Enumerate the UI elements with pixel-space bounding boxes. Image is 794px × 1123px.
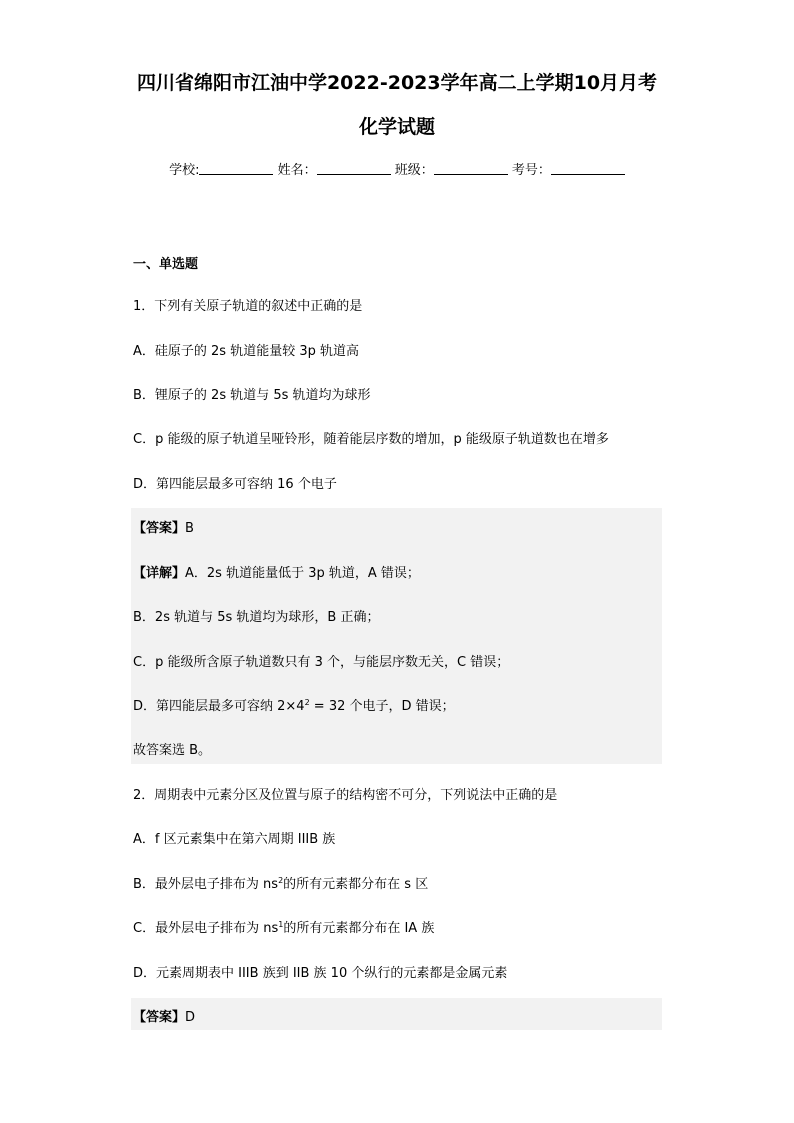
q2-option-b <box>133 873 428 892</box>
q1-option-b: B．锂原子的 2s 轨道与 5s 轨道均为球形 <box>133 388 371 403</box>
q1-option-d: D．第四能层最多可容纳 16 个电子 <box>133 477 337 492</box>
name-blank[interactable] <box>317 162 391 175</box>
exam-no-label: 考号： <box>511 163 551 178</box>
q2-b-sup: 2 <box>278 876 284 885</box>
answer-tag: 【答案】 <box>133 521 186 536</box>
q1-stem: 1．下列有关原子轨道的叙述中正确的是 <box>133 299 363 314</box>
exam-title-line1: 四川省绵阳市江油中学2022-2023学年高二上学期10月月考 <box>136 72 658 94</box>
q1-detail-a <box>133 562 420 581</box>
q2-answer <box>133 1006 195 1025</box>
section-heading: 一、单选题 <box>133 257 199 272</box>
answer-value: D <box>185 1010 196 1025</box>
q1-detail-c: C．p 能级所含原子轨道数只有 3 个，与能层序数无关，C 错误； <box>133 655 510 670</box>
q2-b-pre: B．最外层电子排布为 ns <box>133 877 279 892</box>
q2-b-post: 的所有元素都分布在 s 区 <box>283 877 429 892</box>
q1-answer <box>133 517 194 536</box>
q2-option-a: A．f 区元素集中在第六周期 IIIB 族 <box>133 832 336 847</box>
q2-c-pre: C．最外层电子排布为 ns <box>133 921 279 936</box>
q1-detail-d <box>133 695 455 714</box>
exam-no-blank[interactable] <box>551 162 625 175</box>
q2-stem: 2．周期表中元素分区及位置与原子的结构密不可分，下列说法中正确的是 <box>133 788 558 803</box>
answer-tag: 【答案】 <box>133 1010 186 1025</box>
q2-option-d: D．元素周期表中 IIIB 族到 IIB 族 10 个纵行的元素都是金属元素 <box>133 966 508 981</box>
detail-a-text: A．2s 轨道能量低于 3p 轨道，A 错误； <box>185 566 420 581</box>
student-info-row <box>0 159 794 178</box>
detail-d-pre: D．第四能层最多可容纳 2×4 <box>133 699 305 714</box>
q2-c-post: 的所有元素都分布在 IA 族 <box>283 921 435 936</box>
q2-option-c <box>133 917 434 936</box>
school-blank[interactable] <box>199 162 273 175</box>
class-blank[interactable] <box>434 162 508 175</box>
q1-detail-b: B．2s 轨道与 5s 轨道均为球形，B 正确； <box>133 610 380 625</box>
q1-answer-block <box>131 508 662 764</box>
detail-d-post: = 32 个电子，D 错误； <box>309 699 455 714</box>
q1-option-a: A．硅原子的 2s 轨道能量较 3p 轨道高 <box>133 344 359 359</box>
exam-title-line2: 化学试题 <box>358 116 435 138</box>
answer-value: B <box>185 521 194 536</box>
q2-answer-block <box>131 998 662 1030</box>
q1-option-c: C．p 能级的原子轨道呈哑铃形，随着能层序数的增加，p 能级原子轨道数也在增多 <box>133 432 609 447</box>
q2-c-sup: 1 <box>278 920 284 929</box>
q1-conclusion: 故答案选 B。 <box>133 743 212 758</box>
name-label: 姓名： <box>277 163 317 178</box>
detail-tag: 【详解】 <box>133 566 186 581</box>
class-label: 班级： <box>394 163 434 178</box>
detail-d-sup: 2 <box>304 698 310 707</box>
school-label: 学校: <box>169 163 200 178</box>
